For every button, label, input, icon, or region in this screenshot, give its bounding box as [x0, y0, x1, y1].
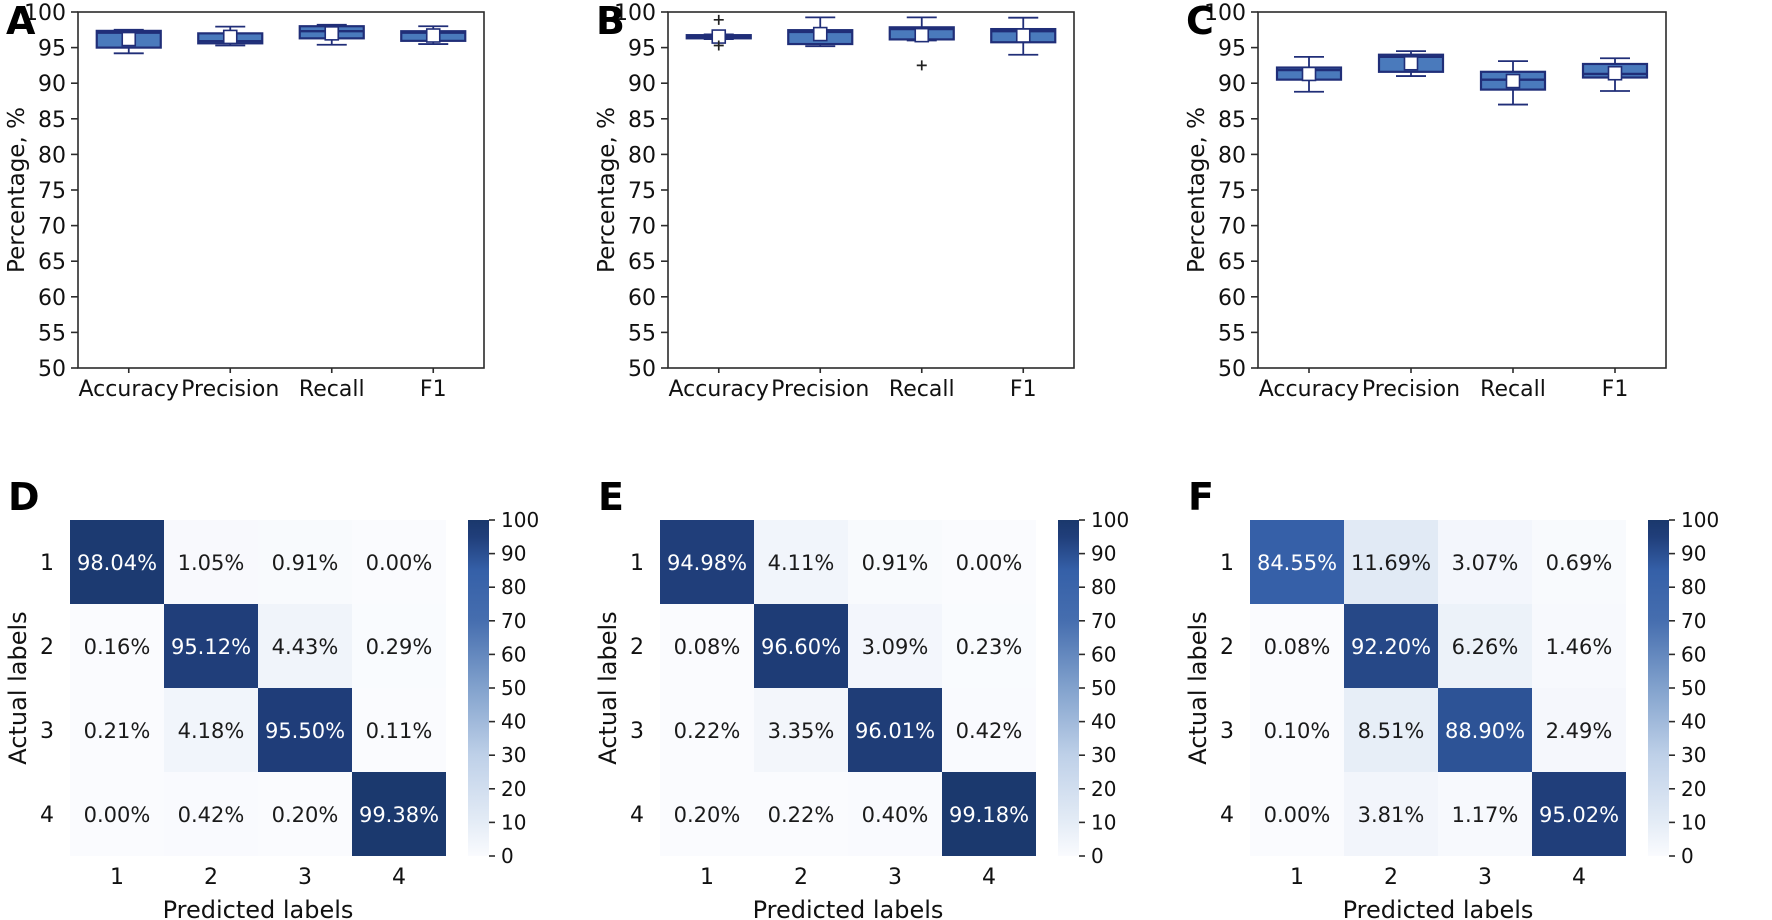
col-label: 3 [298, 865, 312, 890]
row-label: 3 [40, 719, 54, 744]
col-label: 3 [888, 865, 902, 890]
cell-value: 1.46% [1545, 635, 1613, 659]
panel-letter-e: E [598, 475, 624, 519]
col-label: 3 [1478, 865, 1492, 890]
colorbar-tick-label: 80 [1681, 575, 1707, 600]
cell-value: 0.10% [1263, 719, 1331, 743]
col-label: 2 [1384, 865, 1398, 890]
y-tick-label: 50 [1218, 357, 1246, 382]
panel-e [590, 420, 1180, 920]
y-axis-label: Actual labels [594, 611, 622, 765]
panel-b [590, 0, 1180, 420]
panel-letter-c: C [1186, 0, 1214, 43]
axes [4, 1, 484, 402]
boxplot-b [590, 0, 1180, 420]
outlier-marker [714, 15, 724, 25]
y-tick-label: 75 [38, 179, 66, 204]
colorbar-tick-label: 70 [1681, 608, 1707, 633]
x-tick-label: Recall [298, 377, 365, 402]
cell-value: 0.21% [83, 719, 151, 743]
box-accuracy [687, 15, 751, 51]
colorbar [468, 508, 539, 868]
y-tick-label: 65 [1218, 250, 1246, 276]
panel-letter-d: D [8, 475, 40, 519]
cell-value: 4.11% [767, 551, 835, 575]
panel-a [0, 0, 590, 420]
cell-value: 0.22% [673, 719, 741, 743]
y-tick-label: 55 [38, 321, 66, 347]
cell-value: 6.26% [1451, 635, 1519, 659]
box-recall [890, 17, 954, 70]
x-tick-label: Recall [888, 377, 955, 402]
x-tick-label: Precision [771, 377, 870, 402]
colorbar-tick-label: 60 [501, 642, 527, 667]
row-label: 2 [40, 635, 54, 660]
mean-marker [224, 30, 237, 43]
cell-value: 92.20% [1350, 635, 1432, 659]
cell-value: 0.22% [767, 803, 835, 827]
cell-value: 98.04% [76, 551, 158, 575]
row-label: 2 [1220, 635, 1234, 660]
y-tick-label: 60 [628, 285, 656, 311]
row-label: 1 [1220, 551, 1234, 576]
y-tick-label: 55 [628, 321, 656, 347]
x-tick-label: F1 [419, 377, 447, 402]
x-tick-label: F1 [1009, 377, 1037, 402]
cell-value: 96.60% [760, 635, 842, 659]
y-tick-label: 75 [1218, 179, 1246, 204]
cell-value: 95.12% [170, 635, 252, 659]
x-tick-label: Precision [1361, 377, 1461, 402]
y-tick-label: 100 [24, 1, 66, 26]
colorbar-tick-label: 40 [501, 709, 527, 734]
box-precision [198, 27, 262, 46]
cell-value: 0.40% [861, 803, 929, 827]
mean-marker [122, 33, 135, 46]
cell-value: 0.20% [673, 803, 741, 827]
panel-c [1180, 0, 1772, 420]
y-axis-label: Percentage, % [594, 107, 620, 273]
colorbar-tick-label: 20 [501, 776, 527, 801]
colorbar-tick-label: 100 [1091, 508, 1130, 532]
panel-d [0, 420, 590, 920]
colorbar-tick-label: 0 [1091, 844, 1104, 868]
cell-value: 1.05% [177, 551, 245, 575]
x-axis-label: Predicted labels [162, 896, 354, 920]
y-tick-label: 90 [628, 72, 656, 98]
col-label: 2 [204, 865, 218, 890]
colorbar [1058, 508, 1129, 868]
y-tick-label: 100 [1204, 1, 1246, 26]
colorbar-tick-label: 50 [1681, 676, 1707, 700]
x-tick-label: Accuracy [78, 377, 179, 402]
colorbar-tick-label: 40 [1681, 709, 1707, 734]
box-accuracy [1277, 57, 1341, 92]
colorbar-tick-label: 90 [501, 541, 527, 566]
y-tick-label: 80 [1218, 143, 1246, 169]
x-tick-label: Precision [181, 377, 280, 402]
y-tick-label: 65 [628, 250, 656, 276]
box-f1 [1583, 58, 1647, 91]
x-axis-label: Predicted labels [1342, 896, 1534, 920]
y-tick-label: 85 [38, 107, 66, 133]
y-tick-label: 75 [628, 179, 656, 204]
matrix [1184, 520, 1626, 920]
y-tick-label: 50 [38, 357, 66, 382]
y-axis-label: Actual labels [4, 611, 32, 765]
y-tick-label: 60 [1218, 285, 1246, 311]
y-tick-label: 90 [1218, 72, 1246, 98]
mean-marker [814, 28, 827, 41]
colorbar-tick-label: 20 [1681, 776, 1707, 801]
boxplot-a [0, 0, 590, 420]
panel-letter-b: B [596, 0, 625, 43]
cell-value: 0.91% [861, 551, 929, 575]
y-tick-label: 60 [38, 285, 66, 311]
col-label: 1 [110, 865, 124, 890]
outlier-marker [917, 60, 927, 70]
y-tick-label: 95 [38, 36, 66, 62]
colorbar-tick-label: 90 [1681, 541, 1707, 566]
matrix [4, 520, 446, 920]
row-label: 1 [630, 551, 644, 576]
axes [594, 1, 1074, 402]
colorbar-tick-label: 50 [1091, 676, 1117, 700]
cell-value: 95.02% [1538, 803, 1620, 827]
colorbar-tick-label: 60 [1091, 642, 1117, 667]
colorbar-tick-label: 10 [501, 810, 527, 835]
colorbar-tick-label: 100 [1681, 508, 1720, 532]
y-axis-label: Actual labels [1184, 611, 1212, 765]
colorbar-tick-label: 0 [501, 844, 514, 868]
x-axis-label: Predicted labels [752, 896, 944, 920]
col-label: 4 [392, 865, 406, 890]
colorbar-tick-label: 10 [1091, 810, 1117, 835]
col-label: 4 [982, 865, 996, 890]
y-tick-label: 100 [614, 1, 656, 26]
cell-value: 84.55% [1256, 551, 1338, 575]
row-label: 3 [1220, 719, 1234, 744]
cell-value: 96.01% [854, 719, 936, 743]
col-label: 2 [794, 865, 808, 890]
cell-value: 88.90% [1444, 719, 1526, 743]
colorbar-tick-label: 90 [1091, 541, 1117, 566]
cell-value: 2.49% [1545, 719, 1613, 743]
y-tick-label: 70 [38, 214, 66, 240]
row-label: 4 [630, 803, 644, 828]
mean-marker [427, 29, 440, 42]
boxplot-c [1180, 0, 1772, 420]
cell-value: 0.16% [83, 635, 151, 659]
y-tick-label: 85 [1218, 107, 1246, 133]
y-tick-label: 95 [628, 36, 656, 62]
x-tick-label: Accuracy [668, 377, 769, 402]
colorbar-tick-label: 70 [501, 608, 527, 633]
cell-value: 0.00% [83, 803, 151, 827]
cell-value: 99.18% [948, 803, 1030, 827]
cell-value: 0.42% [955, 719, 1023, 743]
colorbar-tick-label: 20 [1091, 776, 1117, 801]
y-tick-label: 95 [1218, 36, 1246, 62]
mean-marker [1017, 29, 1030, 42]
y-tick-label: 80 [628, 143, 656, 169]
cell-value: 0.11% [365, 719, 433, 743]
y-axis-label: Percentage, % [4, 107, 30, 273]
colorbar-tick-label: 40 [1091, 709, 1117, 734]
col-label: 4 [1572, 865, 1586, 890]
cell-value: 0.08% [1263, 635, 1331, 659]
cell-value: 3.07% [1451, 551, 1519, 575]
colorbar-tick-label: 30 [501, 743, 527, 768]
x-tick-label: Accuracy [1258, 377, 1360, 402]
y-tick-label: 80 [38, 143, 66, 169]
mean-marker [1609, 67, 1622, 80]
colorbar-tick-label: 60 [1681, 642, 1707, 667]
row-label: 1 [40, 551, 54, 576]
box-accuracy [97, 30, 161, 53]
colorbar-tick-label: 70 [1091, 608, 1117, 633]
cell-value: 4.18% [177, 719, 245, 743]
row-label: 4 [1220, 803, 1234, 828]
cell-value: 95.50% [264, 719, 346, 743]
cell-value: 3.35% [767, 719, 835, 743]
confusion-matrix-d [0, 420, 590, 920]
colorbar-tick-label: 80 [501, 575, 527, 600]
box-f1 [991, 18, 1055, 55]
matrix [594, 520, 1036, 920]
y-tick-label: 55 [1218, 321, 1246, 347]
mean-marker [325, 27, 338, 40]
x-tick-label: Recall [1480, 377, 1546, 402]
cell-value: 0.29% [365, 635, 433, 659]
y-tick-label: 90 [38, 72, 66, 98]
colorbar-tick-label: 0 [1681, 844, 1694, 868]
cell-value: 3.09% [861, 635, 929, 659]
cell-value: 0.00% [955, 551, 1023, 575]
colorbar-tick-label: 10 [1681, 810, 1707, 835]
cell-value: 0.20% [271, 803, 339, 827]
col-label: 1 [1290, 865, 1304, 890]
y-tick-label: 70 [1218, 214, 1246, 240]
mean-marker [1507, 75, 1520, 88]
panel-f [1180, 420, 1772, 920]
x-tick-label: F1 [1601, 377, 1629, 402]
box-precision [788, 17, 852, 46]
row-label: 4 [40, 803, 54, 828]
colorbar [1648, 508, 1719, 868]
col-label: 1 [700, 865, 714, 890]
panel-letter-f: F [1188, 475, 1214, 519]
box-precision [1379, 51, 1443, 76]
cell-value: 0.00% [1263, 803, 1331, 827]
box-recall [1481, 61, 1545, 104]
cell-value: 0.91% [271, 551, 339, 575]
cell-value: 1.17% [1451, 803, 1519, 827]
row-label: 2 [630, 635, 644, 660]
mean-marker [1405, 57, 1418, 70]
y-tick-label: 50 [628, 357, 656, 382]
confusion-matrix-f [1180, 420, 1772, 920]
cell-value: 0.00% [365, 551, 433, 575]
mean-marker [915, 29, 928, 42]
cell-value: 0.23% [955, 635, 1023, 659]
mean-marker [1303, 67, 1316, 80]
box-f1 [401, 26, 465, 44]
y-tick-label: 70 [628, 214, 656, 240]
cell-value: 11.69% [1350, 551, 1432, 575]
cell-value: 99.38% [358, 803, 440, 827]
cell-value: 8.51% [1357, 719, 1425, 743]
colorbar-tick-label: 80 [1091, 575, 1117, 600]
colorbar-tick-label: 30 [1681, 743, 1707, 768]
y-tick-label: 85 [628, 107, 656, 133]
cell-value: 94.98% [666, 551, 748, 575]
colorbar-tick-label: 50 [501, 676, 527, 700]
cell-value: 0.08% [673, 635, 741, 659]
confusion-matrix-e [590, 420, 1180, 920]
cell-value: 0.42% [177, 803, 245, 827]
cell-value: 0.69% [1545, 551, 1613, 575]
colorbar-tick-label: 30 [1091, 743, 1117, 768]
y-tick-label: 65 [38, 250, 66, 276]
cell-value: 4.43% [271, 635, 339, 659]
y-axis-label: Percentage, % [1184, 107, 1210, 273]
panel-letter-a: A [6, 0, 36, 43]
cell-value: 3.81% [1357, 803, 1425, 827]
box-recall [300, 25, 364, 45]
colorbar-tick-label: 100 [501, 508, 540, 532]
row-label: 3 [630, 719, 644, 744]
